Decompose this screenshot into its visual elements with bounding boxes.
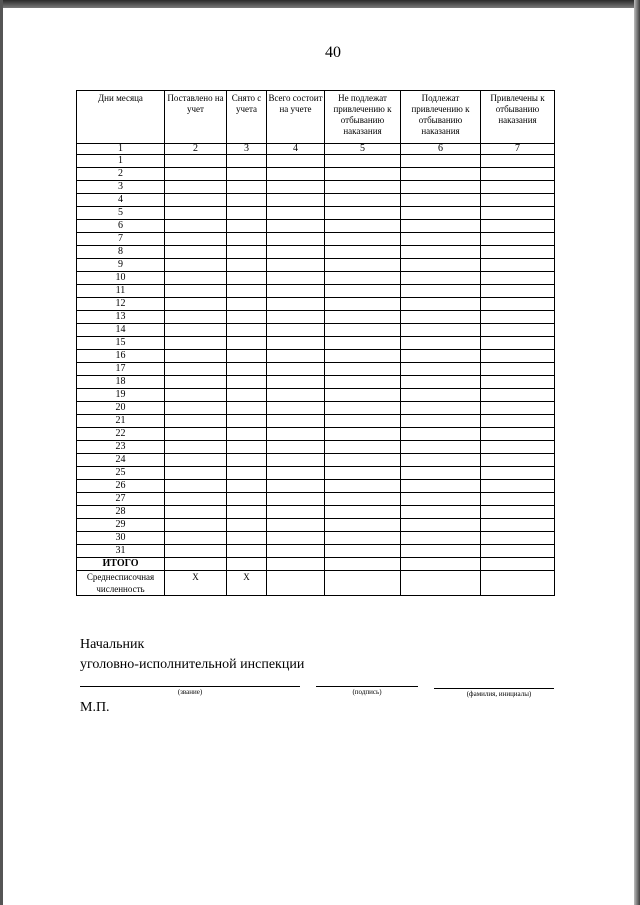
header-row [77,91,555,144]
table-cell [267,350,325,363]
table-cell [325,415,401,428]
day-number: 4 [77,194,165,207]
table-cell [401,220,481,233]
table-row [77,272,555,285]
table-cell [325,519,401,532]
table-cell [325,389,401,402]
table-row [77,337,555,350]
table-cell [267,532,325,545]
table-cell [401,467,481,480]
table-row [77,155,555,168]
table-cell [401,506,481,519]
table-cell [481,480,555,493]
table-cell [401,454,481,467]
table-cell [481,532,555,545]
table-cell [481,272,555,285]
table-cell [325,246,401,259]
table-cell [165,376,227,389]
caption-signature: (подпись) [352,688,382,696]
day-number: 12 [77,298,165,311]
column-number: 5 [325,144,401,155]
table-row [77,324,555,337]
header-total-registered: Всего состоит на учете [267,91,325,144]
table-cell [401,428,481,441]
day-number: 26 [77,480,165,493]
table-cell [325,272,401,285]
table-cell [267,376,325,389]
table-cell [325,233,401,246]
table-cell [267,220,325,233]
table-row [77,246,555,259]
table-cell [227,441,267,454]
table-cell [481,259,555,272]
table-row [77,298,555,311]
table-cell [227,376,267,389]
table-cell [481,571,555,596]
table-cell [267,467,325,480]
column-number: 1 [77,144,165,155]
table-cell [267,246,325,259]
table-cell [267,155,325,168]
table-cell [227,168,267,181]
table-cell [325,311,401,324]
table-cell [325,285,401,298]
table-cell [267,545,325,558]
table-cell [401,168,481,181]
table-cell [165,246,227,259]
table-cell [325,493,401,506]
table-cell [165,181,227,194]
table-cell [267,389,325,402]
table-cell [165,506,227,519]
table-cell [481,181,555,194]
table-row [77,454,555,467]
header-removed: Снято с учета [227,91,267,144]
name-line [434,688,554,689]
table-cell [165,207,227,220]
table-cell [165,350,227,363]
table-cell [481,376,555,389]
table-cell [165,155,227,168]
table-cell [227,337,267,350]
table-row [77,168,555,181]
column-number: 6 [401,144,481,155]
table-cell [267,272,325,285]
day-number: 21 [77,415,165,428]
table-cell [481,402,555,415]
scan-border-right [634,0,640,905]
table-cell [325,571,401,596]
table-cell [165,415,227,428]
table-cell [267,298,325,311]
table-row [77,389,555,402]
table-cell [401,545,481,558]
table-row [77,532,555,545]
day-number: 3 [77,181,165,194]
table-cell [325,428,401,441]
monthly-report-table [76,90,555,596]
table-cell [325,363,401,376]
day-number: 2 [77,168,165,181]
average-cross-mark: Х [165,571,227,596]
table-cell [481,155,555,168]
table-cell [401,519,481,532]
table-cell [267,337,325,350]
table-cell [401,493,481,506]
table-row [77,285,555,298]
table-cell [227,558,267,571]
table-cell [267,415,325,428]
table-cell [401,389,481,402]
table-cell [227,493,267,506]
table-cell [267,311,325,324]
table-row [77,350,555,363]
table-cell [401,376,481,389]
header-registered: Поставлено на учет [165,91,227,144]
table-cell [401,350,481,363]
table-cell [165,324,227,337]
caption-name: (фамилия, инициалы) [466,690,532,698]
table-cell [165,519,227,532]
table-cell [481,298,555,311]
table-cell [481,350,555,363]
table-row [77,311,555,324]
table-cell [481,337,555,350]
column-number: 4 [267,144,325,155]
table-cell [481,168,555,181]
table-cell [227,454,267,467]
table-cell [227,272,267,285]
table-cell [401,194,481,207]
column-number: 2 [165,144,227,155]
day-number: 5 [77,207,165,220]
table-cell [401,233,481,246]
table-cell [401,155,481,168]
table-cell [401,272,481,285]
column-number-row [77,144,555,155]
table-cell [325,298,401,311]
table-row [77,181,555,194]
table-cell [165,558,227,571]
table-cell [227,285,267,298]
table-cell [227,207,267,220]
day-number: 7 [77,233,165,246]
table-cell [267,285,325,298]
table-cell [227,324,267,337]
table-cell [227,415,267,428]
table-cell [325,441,401,454]
table-cell [165,259,227,272]
day-number: 8 [77,246,165,259]
table-cell [401,298,481,311]
table-cell [267,441,325,454]
table-row [77,233,555,246]
table-cell [481,207,555,220]
table-cell [325,402,401,415]
table-cell [481,233,555,246]
table-cell [267,480,325,493]
table-cell [227,259,267,272]
table-cell [227,181,267,194]
table-cell [165,298,227,311]
table-row [77,428,555,441]
table-cell [227,467,267,480]
caption-rank: (звание) [177,688,203,696]
table-cell [325,545,401,558]
table-cell [227,220,267,233]
table-cell [165,480,227,493]
table-row [77,376,555,389]
table-cell [165,532,227,545]
table-cell [267,571,325,596]
day-number: 27 [77,493,165,506]
day-number: 20 [77,402,165,415]
table-cell [325,506,401,519]
table-cell [165,545,227,558]
table-row [77,207,555,220]
table-cell [267,454,325,467]
table-cell [325,181,401,194]
table-cell [227,194,267,207]
table-cell [227,155,267,168]
average-cross-mark: Х [227,571,267,596]
table-cell [481,545,555,558]
table-row [77,467,555,480]
average-row [77,571,555,596]
day-number: 14 [77,324,165,337]
table-cell [325,454,401,467]
column-number: 3 [227,144,267,155]
scan-border-left [0,0,3,905]
table-cell [325,532,401,545]
table-cell [481,363,555,376]
table-cell [165,402,227,415]
table-cell [227,428,267,441]
signature-block [80,635,304,675]
scan-border-top [0,0,640,8]
total-row [77,558,555,571]
table-cell [227,233,267,246]
table-cell [267,402,325,415]
table-cell [401,207,481,220]
table-cell [401,480,481,493]
table-cell [481,519,555,532]
table-cell [165,272,227,285]
table-cell [401,285,481,298]
table-cell [401,259,481,272]
table-row [77,545,555,558]
day-number: 11 [77,285,165,298]
table-cell [227,480,267,493]
table-cell [227,363,267,376]
day-number: 22 [77,428,165,441]
table-cell [401,311,481,324]
table-cell [165,337,227,350]
table-cell [481,441,555,454]
table-cell [227,532,267,545]
table-cell [267,168,325,181]
table-cell [227,350,267,363]
total-label: ИТОГО [77,558,165,571]
table-cell [267,506,325,519]
day-number: 9 [77,259,165,272]
signature-line [316,686,418,687]
day-number: 31 [77,545,165,558]
table-cell [481,311,555,324]
table-cell [481,285,555,298]
table-cell [481,454,555,467]
table-cell [267,181,325,194]
table-cell [165,168,227,181]
table-cell [325,259,401,272]
table-row [77,441,555,454]
table-cell [227,389,267,402]
table-cell [325,480,401,493]
page-number: 40 [325,44,341,61]
table-cell [325,207,401,220]
table-cell [481,220,555,233]
table-cell [401,571,481,596]
table-cell [165,233,227,246]
table-cell [227,545,267,558]
average-label: Среднесписочная численность [77,571,165,596]
table-cell [165,454,227,467]
table-row [77,363,555,376]
table-row [77,506,555,519]
table-cell [267,363,325,376]
table-cell [325,155,401,168]
table-cell [325,324,401,337]
table-cell [227,402,267,415]
table-row [77,402,555,415]
rank-line [80,686,300,687]
table-cell [481,324,555,337]
table-cell [325,467,401,480]
table-cell [481,246,555,259]
day-number: 18 [77,376,165,389]
column-number: 7 [481,144,555,155]
day-number: 29 [77,519,165,532]
table-cell [325,194,401,207]
table-row [77,519,555,532]
table-cell [325,337,401,350]
day-number: 13 [77,311,165,324]
table-cell [165,194,227,207]
table-cell [325,220,401,233]
table-cell [267,428,325,441]
table-cell [227,519,267,532]
table-cell [401,181,481,194]
table-cell [165,493,227,506]
day-number: 16 [77,350,165,363]
table-cell [227,506,267,519]
table-cell [165,220,227,233]
table-cell [267,259,325,272]
table-row [77,493,555,506]
table-cell [165,467,227,480]
table-cell [267,194,325,207]
day-number: 23 [77,441,165,454]
table-cell [481,194,555,207]
table-cell [267,207,325,220]
header-not-subject: Не подлежат привлечению к отбыванию наказания [325,91,401,144]
table-body [77,144,555,596]
header-involved: Привлечены к отбыванию наказания [481,91,555,144]
table-cell [481,506,555,519]
day-number: 28 [77,506,165,519]
header-subject: Подлежат привлечению к отбыванию наказания [401,91,481,144]
table-cell [481,493,555,506]
day-number: 6 [77,220,165,233]
table-cell [165,363,227,376]
table-cell [325,376,401,389]
table-cell [401,558,481,571]
signature-title-line1: Начальник [80,637,145,652]
table-cell [401,324,481,337]
table-cell [401,415,481,428]
table-cell [227,298,267,311]
table-cell [481,467,555,480]
stamp-placeholder: М.П. [80,700,110,715]
table-cell [165,311,227,324]
table-cell [267,493,325,506]
table-cell [267,324,325,337]
table-row [77,194,555,207]
day-number: 15 [77,337,165,350]
day-number: 25 [77,467,165,480]
table-cell [401,402,481,415]
table-cell [401,337,481,350]
table-cell [325,168,401,181]
table-cell [267,519,325,532]
table-cell [227,246,267,259]
table-row [77,220,555,233]
table-cell [325,350,401,363]
table-cell [481,389,555,402]
table-cell [401,246,481,259]
table-cell [267,233,325,246]
table-cell [481,415,555,428]
day-number: 10 [77,272,165,285]
day-number: 24 [77,454,165,467]
table-row [77,480,555,493]
table-cell [165,389,227,402]
day-number: 1 [77,155,165,168]
table-cell [165,285,227,298]
signature-title-line2: уголовно-исполнительной инспекции [80,657,305,672]
table-cell [481,558,555,571]
header-days: Дни месяца [77,91,165,144]
table-cell [401,441,481,454]
table-cell [401,532,481,545]
table-cell [481,428,555,441]
day-number: 19 [77,389,165,402]
table-row [77,259,555,272]
table-cell [165,441,227,454]
table-cell [227,311,267,324]
table-cell [165,428,227,441]
table-row [77,415,555,428]
day-number: 17 [77,363,165,376]
table-cell [325,558,401,571]
day-number: 30 [77,532,165,545]
table-cell [401,363,481,376]
table-cell [267,558,325,571]
